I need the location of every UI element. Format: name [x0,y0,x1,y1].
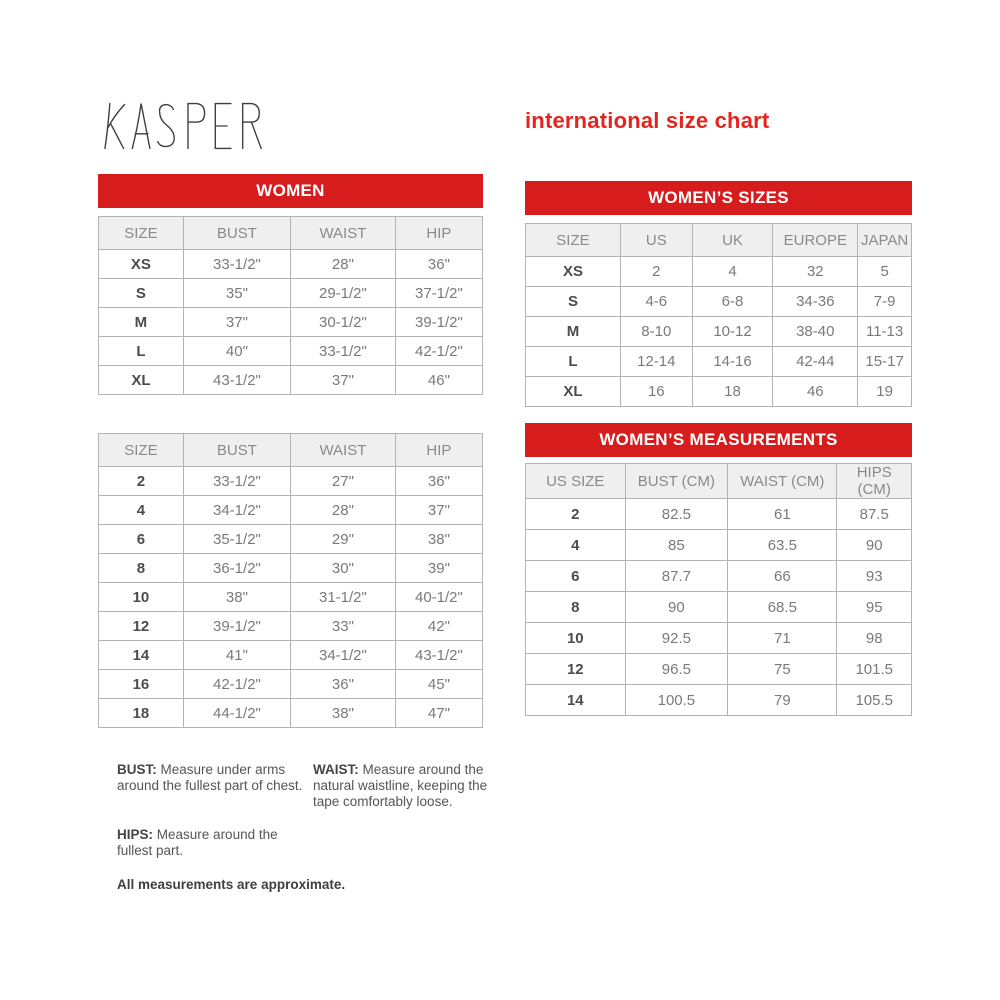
value-cell: 37" [183,308,290,337]
value-cell: 7-9 [858,287,912,317]
table-row [99,699,483,728]
size-cell: XS [526,257,621,287]
value-cell: 38" [183,583,290,612]
bust-note [117,762,303,794]
value-cell: 85 [625,530,728,561]
hips-note-label: HIPS: [117,826,154,842]
table-row [99,670,483,699]
column-header: JAPAN [858,224,912,257]
size-cell: XL [99,366,184,395]
table-row [526,257,912,287]
value-cell: 90 [625,592,728,623]
value-cell: 47" [395,699,482,728]
table-row [99,583,483,612]
size-cell: S [526,287,621,317]
value-cell: 42" [395,612,482,641]
value-cell: 40-1/2" [395,583,482,612]
value-cell: 37" [291,366,396,395]
value-cell: 2 [620,257,692,287]
table-row [99,279,483,308]
header-row [526,224,912,257]
value-cell: 42-1/2" [183,670,290,699]
table-row [99,366,483,395]
value-cell: 100.5 [625,685,728,716]
table-row [99,525,483,554]
column-header: SIZE [99,434,184,467]
womens-international-sizes-table [525,223,912,407]
size-cell: 10 [99,583,184,612]
value-cell: 68.5 [728,592,837,623]
waist-note-label: WAIST: [313,762,359,777]
value-cell: 96.5 [625,654,728,685]
value-cell: 37" [395,496,482,525]
value-cell: 29-1/2" [291,279,396,308]
value-cell: 10-12 [692,317,773,347]
size-cell: 16 [99,670,184,699]
column-header: BUST [183,217,290,250]
size-cell: 12 [99,612,184,641]
value-cell: 43-1/2" [183,366,290,395]
womens-measurements-table [525,463,912,716]
hips-note-text: Measure around the fullest part. [117,826,278,858]
value-cell: 36" [291,670,396,699]
size-cell: 2 [526,499,626,530]
table-row [526,287,912,317]
value-cell: 38" [395,525,482,554]
notes-grid [117,762,497,859]
value-cell: 66 [728,561,837,592]
table-row [526,654,912,685]
value-cell: 34-1/2" [291,641,396,670]
value-cell: 98 [837,623,912,654]
value-cell: 46" [395,366,482,395]
value-cell: 45" [395,670,482,699]
size-cell: 8 [99,554,184,583]
value-cell: 8-10 [620,317,692,347]
table-row [99,641,483,670]
waist-note-text: Measure around the natural waistline, keeping the tape comfortably loose. [313,762,488,810]
table-row [526,561,912,592]
value-cell: 87.7 [625,561,728,592]
womens-measurements-title-bar: WOMEN’S MEASUREMENTS [525,423,912,457]
value-cell: 92.5 [625,623,728,654]
value-cell: 32 [773,257,858,287]
page-title: international size chart [525,108,770,133]
value-cell: 101.5 [837,654,912,685]
value-cell: 33-1/2" [183,250,290,279]
value-cell: 14-16 [692,347,773,377]
value-cell: 11-13 [858,317,912,347]
kasper-logo [103,96,271,156]
value-cell: 27" [291,467,396,496]
value-cell: 46 [773,377,858,407]
table-row [526,592,912,623]
value-cell: 44-1/2" [183,699,290,728]
column-header: EUROPE [773,224,858,257]
value-cell: 40" [183,337,290,366]
table-row [99,496,483,525]
column-header: BUST [183,434,290,467]
value-cell: 36" [395,467,482,496]
table-row [526,377,912,407]
header-row [99,217,483,250]
value-cell: 95 [837,592,912,623]
size-cell: 14 [526,685,626,716]
value-cell: 33-1/2" [183,467,290,496]
womens-sizes-title-bar: WOMEN’S SIZES [525,181,912,215]
table-row [99,467,483,496]
value-cell: 31-1/2" [291,583,396,612]
size-cell: M [99,308,184,337]
column-header: HIP [395,434,482,467]
size-cell: 6 [99,525,184,554]
size-cell: 10 [526,623,626,654]
value-cell: 42-1/2" [395,337,482,366]
value-cell: 37-1/2" [395,279,482,308]
column-header: US SIZE [526,464,626,499]
value-cell: 4-6 [620,287,692,317]
table-row [526,530,912,561]
women-alpha-sizes-table [98,216,483,395]
size-cell: 8 [526,592,626,623]
value-cell: 39-1/2" [183,612,290,641]
value-cell: 5 [858,257,912,287]
size-cell: L [99,337,184,366]
value-cell: 16 [620,377,692,407]
size-cell: 4 [526,530,626,561]
value-cell: 29" [291,525,396,554]
table-row [99,308,483,337]
table-row [526,499,912,530]
table-row [526,685,912,716]
value-cell: 43-1/2" [395,641,482,670]
value-cell: 34-1/2" [183,496,290,525]
value-cell: 4 [692,257,773,287]
column-header: WAIST [291,434,396,467]
size-cell: 12 [526,654,626,685]
value-cell: 39" [395,554,482,583]
column-header: BUST (CM) [625,464,728,499]
disclaimer: All measurements are approximate. [117,876,346,892]
size-cell: XL [526,377,621,407]
column-header: US [620,224,692,257]
value-cell: 42-44 [773,347,858,377]
value-cell: 33" [291,612,396,641]
column-header: HIP [395,217,482,250]
table-row [526,623,912,654]
size-cell: XS [99,250,184,279]
column-header: WAIST (CM) [728,464,837,499]
value-cell: 82.5 [625,499,728,530]
value-cell: 90 [837,530,912,561]
size-cell: M [526,317,621,347]
value-cell: 33-1/2" [291,337,396,366]
size-cell: S [99,279,184,308]
measurement-notes [117,762,497,893]
value-cell: 30-1/2" [291,308,396,337]
table-row [99,612,483,641]
women-table-title-bar: WOMEN [98,174,483,208]
column-header: SIZE [99,217,184,250]
value-cell: 6-8 [692,287,773,317]
table-row [99,554,483,583]
column-header: UK [692,224,773,257]
value-cell: 87.5 [837,499,912,530]
value-cell: 105.5 [837,685,912,716]
size-cell: 4 [99,496,184,525]
value-cell: 61 [728,499,837,530]
size-cell: 18 [99,699,184,728]
value-cell: 41" [183,641,290,670]
value-cell: 71 [728,623,837,654]
column-header: HIPS (CM) [837,464,912,499]
size-cell: 2 [99,467,184,496]
bust-note-label: BUST: [117,762,157,777]
value-cell: 35-1/2" [183,525,290,554]
value-cell: 38-40 [773,317,858,347]
value-cell: 79 [728,685,837,716]
table-row [99,250,483,279]
size-cell: 14 [99,641,184,670]
value-cell: 12-14 [620,347,692,377]
column-header: WAIST [291,217,396,250]
table-row [526,317,912,347]
hips-note [117,827,303,859]
women-numeric-sizes-table [98,433,483,728]
column-header: SIZE [526,224,621,257]
value-cell: 19 [858,377,912,407]
value-cell: 28" [291,496,396,525]
waist-note [313,762,489,811]
value-cell: 36-1/2" [183,554,290,583]
value-cell: 75 [728,654,837,685]
value-cell: 39-1/2" [395,308,482,337]
value-cell: 28" [291,250,396,279]
header-row [99,434,483,467]
value-cell: 35" [183,279,290,308]
value-cell: 34-36 [773,287,858,317]
size-cell: L [526,347,621,377]
header-row [526,464,912,499]
value-cell: 93 [837,561,912,592]
value-cell: 36" [395,250,482,279]
value-cell: 15-17 [858,347,912,377]
value-cell: 30" [291,554,396,583]
kasper-logo-lettering [103,96,271,156]
size-cell: 6 [526,561,626,592]
value-cell: 63.5 [728,530,837,561]
value-cell: 38" [291,699,396,728]
bust-note-text: Measure under arms around the fullest part of chest. [117,762,303,794]
table-row [526,347,912,377]
value-cell: 18 [692,377,773,407]
table-row [99,337,483,366]
